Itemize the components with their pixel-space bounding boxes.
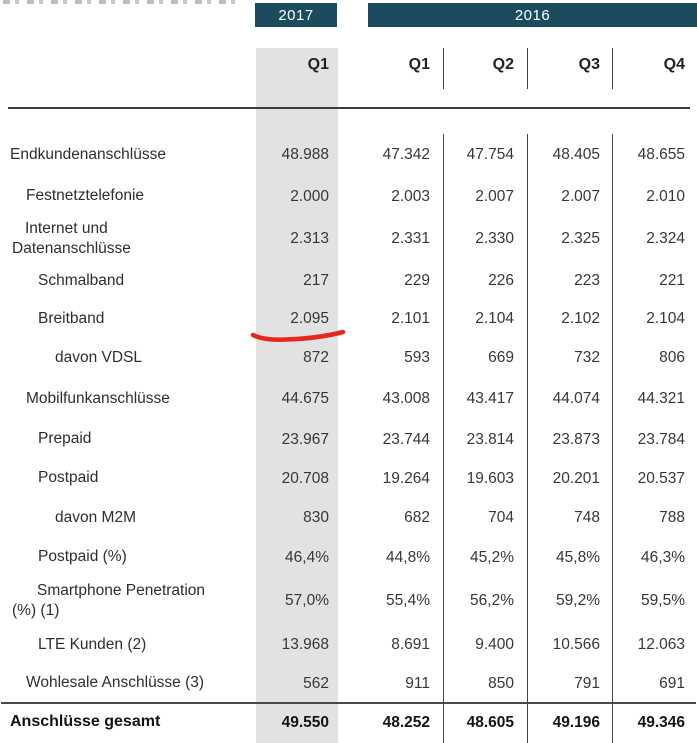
row-label: LTE Kunden (2) xyxy=(38,635,147,653)
value-cell-2016-q2: 850 xyxy=(488,674,514,692)
row-label: Postpaid xyxy=(38,469,99,487)
value-cell-2017-q1: 44.675 xyxy=(281,390,329,407)
row-label: Breitband xyxy=(38,309,105,327)
value-cell-2016-q4: 46,3% xyxy=(641,548,685,566)
value-cell-2016-q2: 19.603 xyxy=(466,469,514,487)
value-cell-2016-q2: 23.814 xyxy=(466,430,514,448)
value-cell-2016-q4: 12.063 xyxy=(637,636,685,653)
row-label: Wohlesale Anschlüsse (3) xyxy=(26,674,205,692)
value-cell-2017-q1: 49.550 xyxy=(281,713,329,731)
value-cell-2016-q4: 23.784 xyxy=(637,430,685,448)
value-cell-2017-q1: 57,0% xyxy=(285,592,329,609)
value-cell-2016-q1: 2.003 xyxy=(391,187,430,205)
table-row xyxy=(0,625,697,665)
value-cell-2016-q3: 2.325 xyxy=(561,230,600,247)
value-cell-2016-q3: 44.074 xyxy=(552,390,600,407)
value-cell-2017-q1: 46,4% xyxy=(285,548,329,566)
value-cell-2016-q2: 2.330 xyxy=(475,230,514,247)
value-cell-2016-q3: 49.196 xyxy=(552,713,600,731)
value-cell-2017-q1: 13.968 xyxy=(281,636,329,653)
value-cell-2017-q1: 2.000 xyxy=(290,187,329,205)
value-cell-2016-q2: 47.754 xyxy=(466,146,514,163)
red-underline-stroke xyxy=(253,332,343,340)
value-cell-2016-q3: 20.201 xyxy=(552,469,600,487)
column-header-2016-q2: Q2 xyxy=(492,56,514,73)
year-header-2016 xyxy=(368,3,697,27)
value-cell-2016-q2: 43.417 xyxy=(466,390,514,407)
value-cell-2017-q1: 20.708 xyxy=(281,469,329,487)
red-underline-annotation xyxy=(246,324,350,346)
value-cell-2016-q3: 223 xyxy=(574,272,600,289)
row-label: Festnetztelefonie xyxy=(26,187,145,205)
value-cell-2016-q3: 748 xyxy=(574,509,600,526)
value-cell-2016-q4: 2.104 xyxy=(646,310,685,327)
table-row xyxy=(0,702,697,743)
table-row xyxy=(0,665,697,702)
row-label: davon VDSL xyxy=(55,348,143,366)
year-header-2017 xyxy=(255,3,337,27)
year-2016-label: 2016 xyxy=(514,6,551,24)
row-label: Postpaid (%) xyxy=(38,548,127,566)
value-cell-2016-q3: 23.873 xyxy=(552,430,600,448)
column-header-2016-q1: Q1 xyxy=(408,56,430,73)
value-cell-2016-q1: 682 xyxy=(404,509,430,526)
column-header-2017-q1: Q1 xyxy=(307,56,329,73)
row-label: Schmalband xyxy=(38,271,125,289)
value-cell-2016-q3: 59,2% xyxy=(556,592,600,609)
value-cell-2016-q2: 2.007 xyxy=(475,187,514,205)
value-cell-2016-q4: 221 xyxy=(659,272,685,289)
row-label: Mobilfunkanschlüsse xyxy=(26,389,170,407)
column-header-2016-q3: Q3 xyxy=(578,56,600,73)
value-cell-2016-q1: 911 xyxy=(405,674,430,692)
value-cell-2016-q1: 19.264 xyxy=(382,469,430,487)
value-cell-2016-q1: 43.008 xyxy=(382,390,430,407)
value-cell-2016-q2: 56,2% xyxy=(470,592,514,609)
value-cell-2017-q1: 562 xyxy=(303,674,329,692)
value-cell-2016-q2: 226 xyxy=(488,272,514,289)
value-cell-2016-q2: 2.104 xyxy=(475,310,514,327)
value-cell-2016-q1: 23.744 xyxy=(382,430,430,448)
value-cell-2016-q1: 2.101 xyxy=(391,310,430,327)
value-cell-2016-q4: 49.346 xyxy=(637,713,685,731)
value-cell-2016-q1: 2.331 xyxy=(391,230,430,247)
value-cell-2016-q4: 20.537 xyxy=(637,469,685,487)
row-label: Endkundenanschlüsse xyxy=(10,145,166,163)
table-row xyxy=(0,538,697,577)
table-rows xyxy=(0,133,697,743)
value-cell-2016-q4: 2.010 xyxy=(646,187,685,205)
value-cell-2016-q2: 704 xyxy=(488,509,514,526)
value-cell-2016-q1: 593 xyxy=(404,349,430,366)
value-cell-2016-q1: 47.342 xyxy=(382,146,430,163)
table-row xyxy=(0,498,697,538)
value-cell-2016-q3: 45,8% xyxy=(556,548,600,566)
value-cell-2016-q4: 788 xyxy=(659,509,685,526)
row-label: Internet und Datenanschlüsse xyxy=(12,219,131,257)
value-cell-2016-q4: 48.655 xyxy=(637,146,685,163)
value-cell-2016-q1: 48.252 xyxy=(382,713,430,731)
value-cell-2016-q2: 45,2% xyxy=(470,548,514,566)
header-separator-rule xyxy=(8,107,690,109)
table-row xyxy=(0,577,697,625)
cut-off-text-fragment xyxy=(3,0,235,4)
value-cell-2016-q3: 48.405 xyxy=(552,146,600,163)
value-cell-2016-q3: 2.007 xyxy=(561,187,600,205)
table-row xyxy=(0,216,697,262)
value-cell-2016-q1: 44,8% xyxy=(386,548,430,566)
table-row xyxy=(0,459,697,498)
value-cell-2016-q3: 2.102 xyxy=(561,310,600,327)
value-cell-2016-q1: 8.691 xyxy=(391,636,430,653)
value-cell-2016-q2: 48.605 xyxy=(466,713,514,731)
column-header-2016-q4: Q4 xyxy=(663,56,685,73)
table-row xyxy=(0,420,697,459)
value-cell-2016-q3: 732 xyxy=(574,349,600,366)
row-label: davon M2M xyxy=(55,508,136,526)
value-cell-2017-q1: 23.967 xyxy=(281,430,329,448)
value-cell-2017-q1: 2.095 xyxy=(290,310,329,327)
value-cell-2017-q1: 872 xyxy=(303,349,329,366)
row-label: Anschlüsse gesamt xyxy=(10,713,161,731)
value-cell-2016-q4: 806 xyxy=(659,349,685,366)
value-cell-2016-q4: 59,5% xyxy=(641,592,685,609)
year-2017-label: 2017 xyxy=(278,6,314,24)
row-label: Smartphone Penetration (%) (1) xyxy=(12,581,206,619)
value-cell-2016-q1: 55,4% xyxy=(386,592,430,609)
value-cell-2016-q1: 229 xyxy=(404,272,430,289)
value-cell-2016-q3: 791 xyxy=(574,674,600,692)
value-cell-2017-q1: 2.313 xyxy=(290,230,329,247)
value-cell-2016-q4: 44.321 xyxy=(637,390,685,407)
value-cell-2016-q3: 10.566 xyxy=(552,636,600,653)
value-cell-2017-q1: 830 xyxy=(303,509,329,526)
value-cell-2016-q4: 691 xyxy=(659,674,685,692)
row-label: Prepaid xyxy=(38,430,92,448)
table-row xyxy=(0,262,697,300)
value-cell-2016-q2: 669 xyxy=(488,349,514,366)
value-cell-2017-q1: 48.988 xyxy=(281,146,329,163)
value-cell-2017-q1: 217 xyxy=(303,272,329,289)
table-row xyxy=(0,133,697,177)
table-row xyxy=(0,378,697,420)
value-cell-2016-q2: 9.400 xyxy=(475,636,514,653)
table-row xyxy=(0,177,697,216)
value-cell-2016-q4: 2.324 xyxy=(646,230,685,247)
